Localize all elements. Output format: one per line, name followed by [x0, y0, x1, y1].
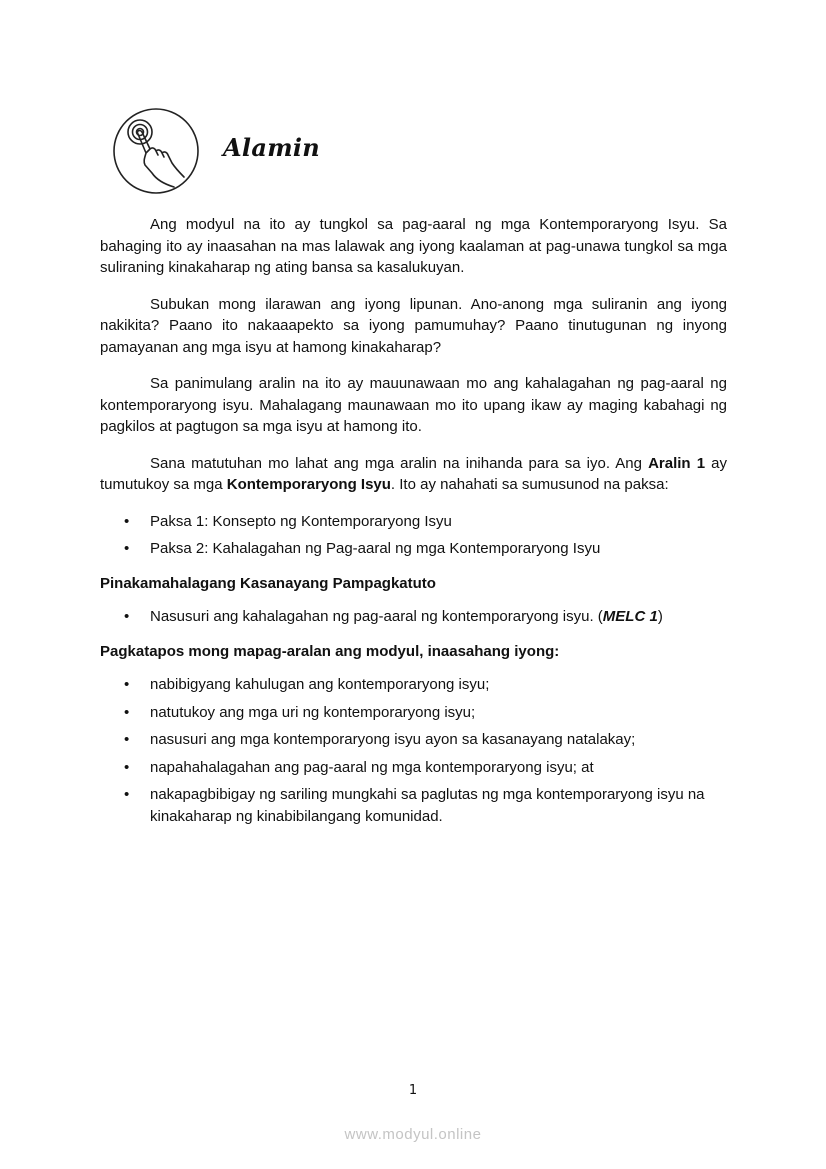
- bullet-icon: •: [124, 758, 130, 776]
- bullet-icon: •: [124, 676, 130, 693]
- page-title: Alamin: [223, 133, 321, 162]
- bullet-icon: •: [124, 608, 130, 625]
- objective-text: nasusuri ang mga kontemporaryong isyu ayon sa kasanayang natalakay;: [150, 731, 636, 748]
- intro-paragraph-4: [100, 453, 727, 496]
- objective-text: napahahalagahan ang pag-aaral ng mga kontemporaryong isyu; at: [150, 758, 594, 776]
- melc-heading: Pinakamahalagang Kasanayang Pampagkatuto: [100, 574, 436, 592]
- objective-text: nabibigyang kahulugan ang kontemporaryong isyu;: [150, 676, 490, 693]
- watermark: www.modyul.online: [344, 1126, 482, 1143]
- bullet-icon: •: [124, 512, 130, 530]
- topic-text: Paksa 2: Kahalagahan ng Pag-aaral ng mga Kontemporaryong Isyu: [150, 540, 601, 557]
- objectives-heading: Pagkatapos mong mapag-aralan ang modyul, inaasahang iyong:: [100, 642, 560, 660]
- para4-text-2: ay tumutukoy sa mga: [100, 454, 727, 493]
- aralin-label: Aralin 1: [648, 454, 706, 472]
- module-content: [100, 214, 727, 840]
- bullet-icon: •: [124, 786, 130, 803]
- list-item: [100, 538, 727, 560]
- bullet-icon: •: [124, 703, 130, 721]
- para4-text-3: . Ito ay nahahati sa sumusunod na paksa:: [390, 476, 669, 493]
- melc-code: MELC 1: [602, 608, 658, 625]
- melc-close: ): [657, 608, 663, 625]
- intro-paragraph-2: Subukan mong ilarawan ang iyong lipunan. Ano-anong mga suliranin ang iyong nakikita? Paano ito nakaaapekto sa iyong pamumuhay? Paano tinutugunan ng inyong pamayanan ang mga isyu at hamong kinakaharap?: [100, 295, 727, 356]
- intro-paragraph-3: Sa panimulang aralin na ito ay mauunawaan mo ang kahalagahan ng pag-aaral ng kontemporaryong isyu. Mahalagang maunawaan mo ito upang ikaw ay maging kabahagi ng pagkilos at pagtugon sa mga isyu at hamong ito.: [100, 375, 727, 435]
- page-number: 1: [408, 1083, 418, 1098]
- list-item: [100, 702, 727, 724]
- list-item: [100, 757, 727, 779]
- para4-text-1: Sana matutuhan mo lahat ang mga aralin na inihanda para sa iyo. Ang: [150, 454, 649, 472]
- bullet-icon: •: [124, 731, 130, 748]
- list-item: [100, 729, 727, 751]
- topic-text: Paksa 1: Konsepto ng Kontemporaryong Isyu: [150, 512, 452, 530]
- list-item: [100, 511, 727, 533]
- melc-list: [100, 606, 727, 628]
- section-header: [112, 107, 412, 197]
- objective-text: natutukoy ang mga uri ng kontemporaryong isyu;: [150, 703, 476, 721]
- topic-label: Kontemporaryong Isyu: [226, 476, 391, 493]
- objective-text: nakapagbibigay ng sariling mungkahi sa paglutas ng mga kontemporaryong isyu na kinakaharap ng kinabibilangang komunidad.: [150, 786, 705, 825]
- intro-paragraph-1: Ang modyul na ito ay tungkol sa pag-aaral ng mga Kontemporaryong Isyu. Sa bahaging ito ay inaasahan na mas lalawak ang iyong kaalaman at pag-unawa tungkol sa mga suliraning kinakaharap ng ating bansa sa kasalukuyan.: [100, 216, 727, 276]
- list-item: [100, 606, 727, 628]
- bullet-icon: •: [124, 540, 130, 557]
- topic-list: [100, 511, 727, 560]
- list-item: [100, 784, 727, 827]
- objectives-list: [100, 674, 727, 827]
- list-item: [100, 674, 727, 696]
- melc-text: Nasusuri ang kahalagahan ng pag-aaral ng kontemporaryong isyu. (: [150, 608, 603, 625]
- hand-tap-icon: [112, 107, 200, 195]
